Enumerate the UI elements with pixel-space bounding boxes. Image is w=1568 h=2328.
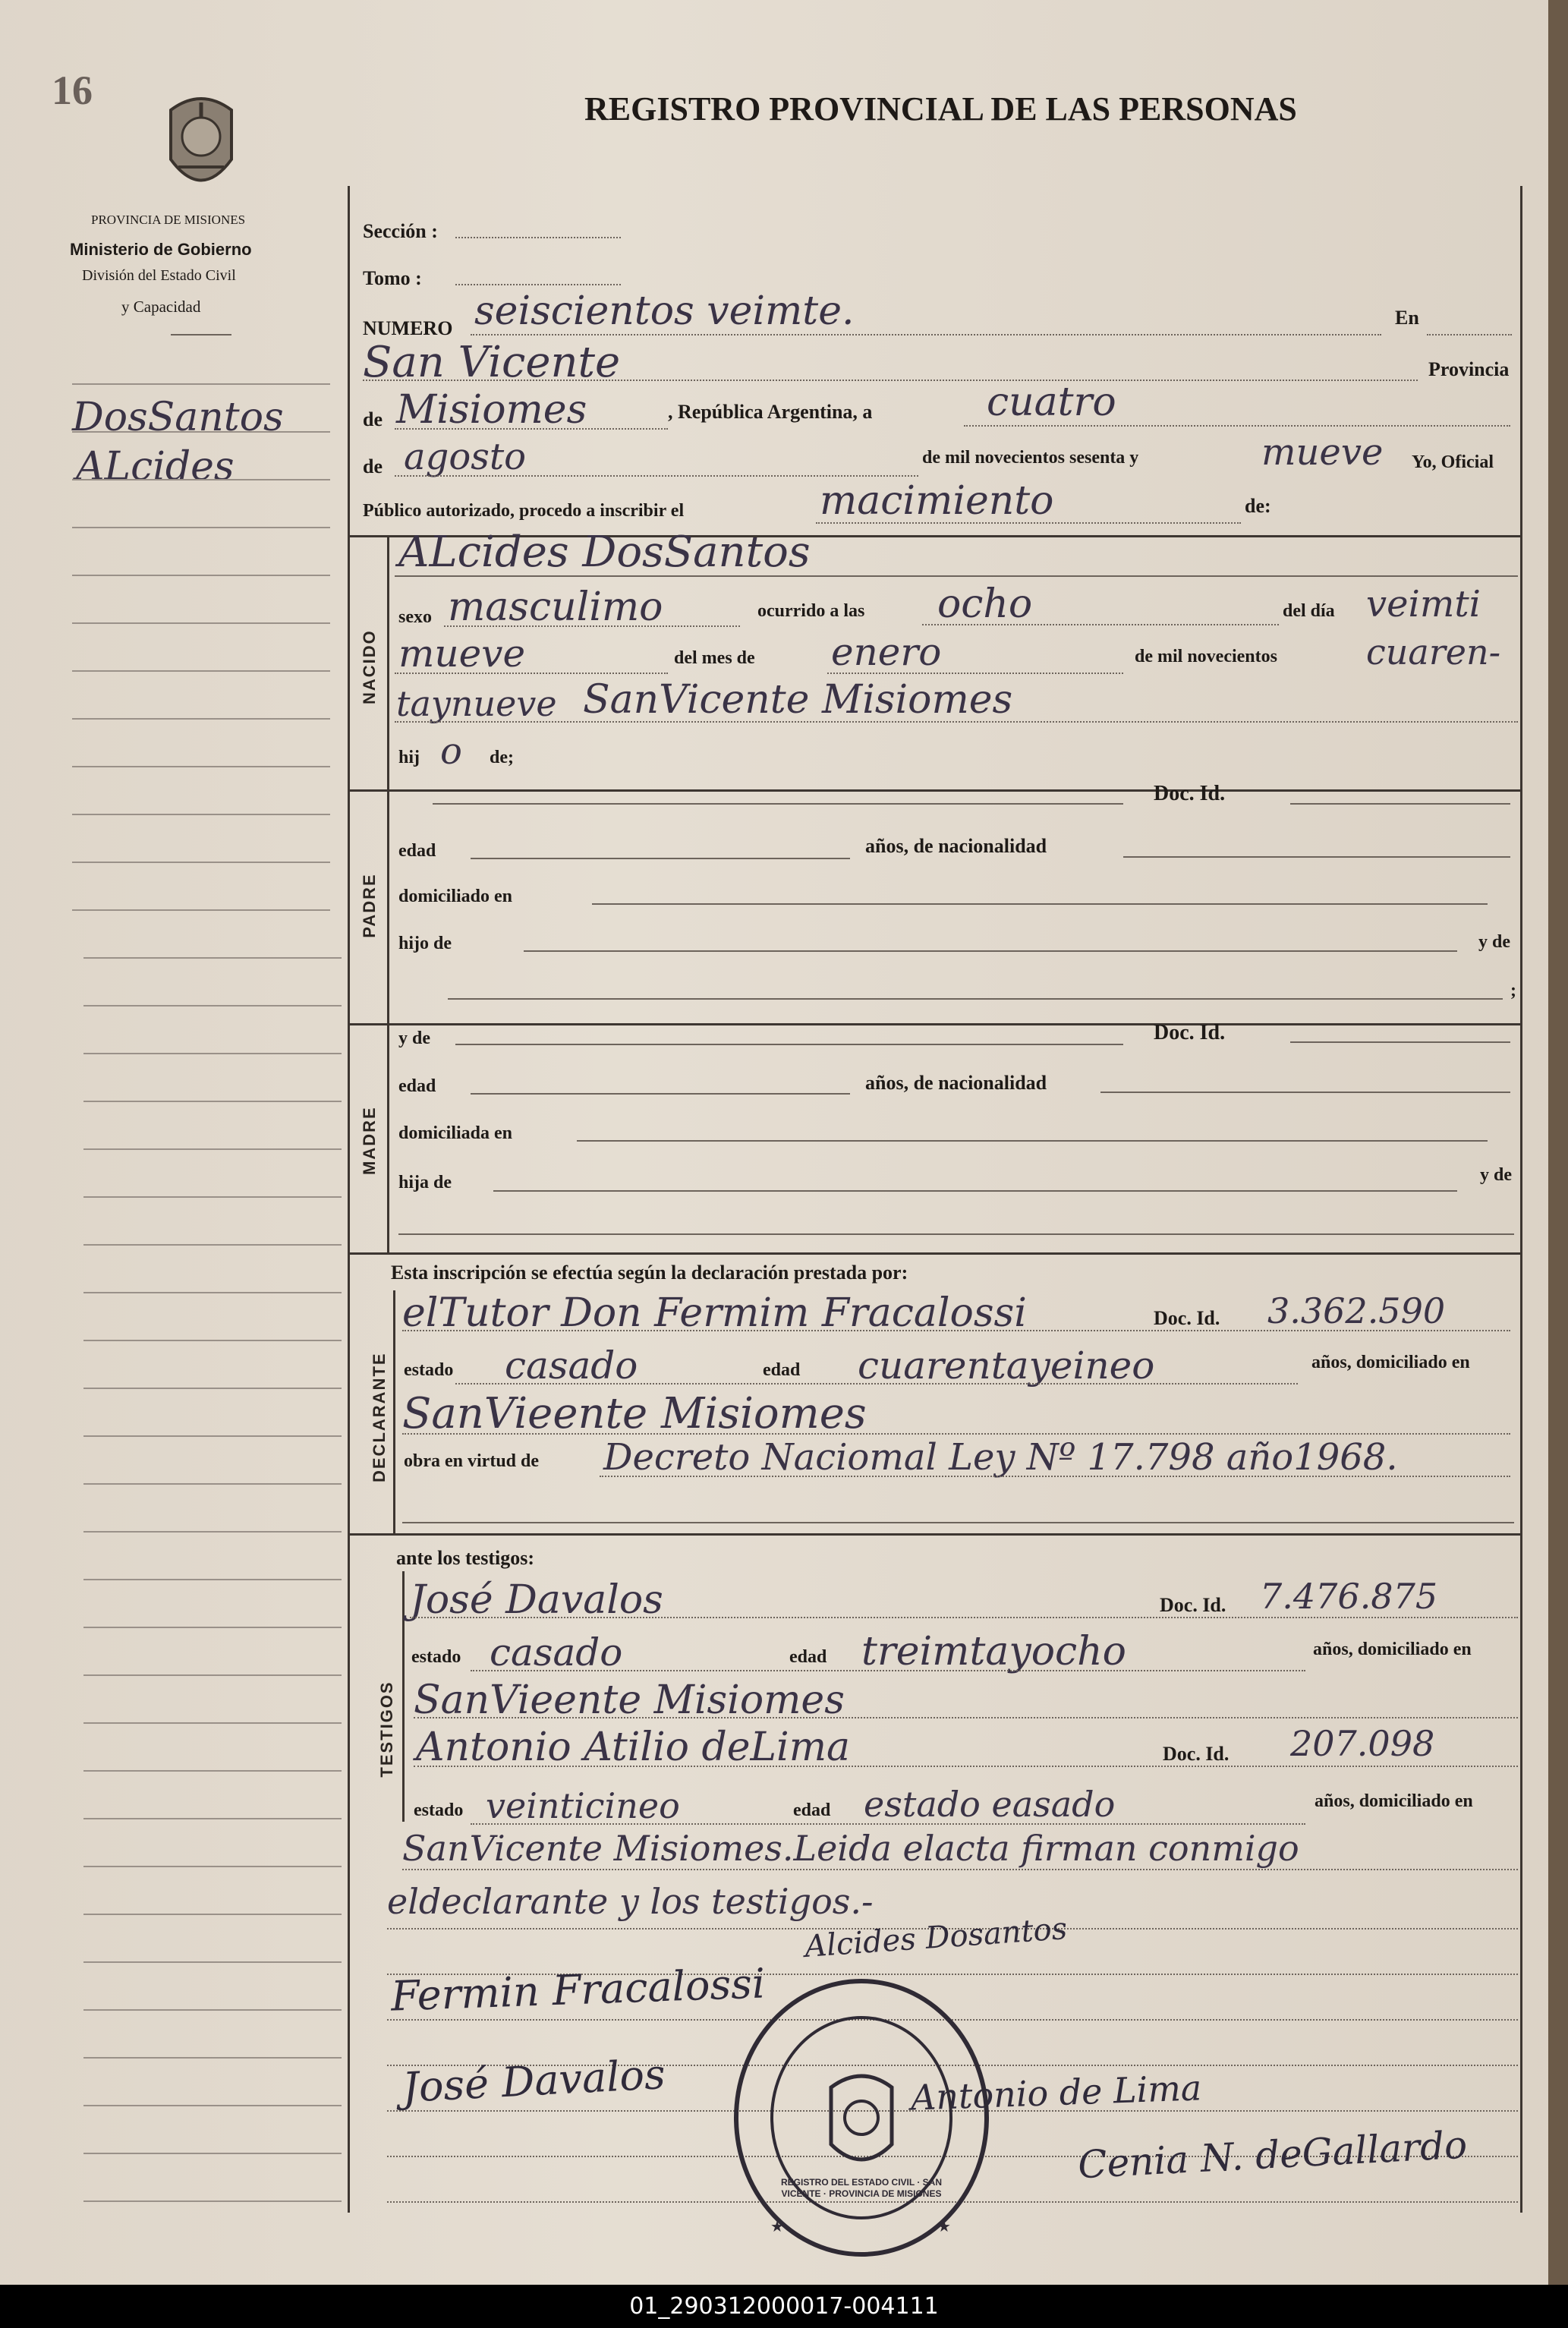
margin-rule (83, 1531, 342, 1533)
padre-cont-line (448, 998, 1503, 1000)
declarante-top-line (348, 1252, 1520, 1255)
signature-antonio: Antonio de Lima (910, 2067, 1203, 2119)
testigo1-name-line (410, 1617, 1518, 1618)
value-testigo1-estado: casado (490, 1630, 623, 1674)
label-provincia: Provincia (1428, 358, 1510, 380)
label-madre-hija: hija de (398, 1173, 452, 1192)
value-testigo2-estado: veinticineo (486, 1785, 680, 1826)
testigo2-estado-line (471, 1823, 1305, 1825)
margin-rule (72, 814, 330, 815)
value-declarante-doc: 3.362.590 (1267, 1290, 1446, 1331)
signature-fermin: Fermin Fracalossi (390, 1959, 767, 2021)
label-declarante-doc: Doc. Id. (1154, 1307, 1220, 1329)
value-testigo2-edad: estado easado (864, 1784, 1116, 1825)
value-obra: Decreto Naciomal Ley Nº 17.798 año1968. (603, 1436, 1398, 1479)
madre-cont-line (398, 1233, 1514, 1235)
margin-rule (83, 1914, 342, 1915)
agency-line-4: y Capacidad (121, 298, 201, 316)
label-testigo2-estado: estado (414, 1800, 464, 1820)
value-testigo1-domicilio: SanVieente Misiomes (414, 1677, 845, 1723)
value-declarante-nombre: elTutor Don Fermim Fracalossi (402, 1290, 1027, 1336)
value-anio-nac-2: taynueve (396, 683, 557, 724)
padre-edad-line (471, 858, 850, 859)
right-border (1520, 186, 1522, 2213)
value-numero: seiscientos veimte. (474, 288, 855, 334)
margin-rule (72, 670, 330, 672)
label-publico: Público autorizado, procedo a inscribir el (363, 501, 685, 521)
nombre-line (395, 575, 1518, 577)
margin-rule (83, 1818, 342, 1819)
lugar-nac-line (395, 721, 1518, 723)
value-mes: agosto (404, 436, 527, 478)
label-padre-nac: años, de nacionalidad (865, 835, 1047, 857)
declarante-name-line (402, 1330, 1510, 1331)
value-acto: macimiento (820, 478, 1054, 524)
margin-rule (83, 1770, 342, 1772)
margin-rule (83, 1435, 342, 1437)
dia-line (964, 425, 1510, 427)
label-nacido: NACIDO (360, 629, 379, 704)
label-testigo2-edad: edad (793, 1800, 831, 1820)
label-en: En (1395, 307, 1419, 329)
madre-edad-line (471, 1093, 850, 1095)
image-filename-bar: 01_290312000017-004111 (0, 2285, 1568, 2328)
padre-nac-line (1123, 856, 1510, 858)
declarante-estado-line (455, 1383, 1298, 1385)
value-anio: mueve (1261, 431, 1384, 474)
label-declarante-estado: estado (404, 1360, 454, 1380)
signature-oficial: Cenia N. deGallardo (1076, 2122, 1469, 2188)
label-ante: ante los testigos: (396, 1547, 534, 1569)
padre-domicilio-line (592, 903, 1488, 905)
margin-rule (72, 431, 330, 433)
agency-line-3: División del Estado Civil (82, 267, 236, 284)
padre-top-line (348, 789, 1520, 792)
agency-divider (171, 334, 231, 335)
declarante-bottom-line (402, 1522, 1514, 1523)
label-madre-nac: años, de nacionalidad (865, 1072, 1047, 1094)
declarante-inner-line (393, 1290, 395, 1533)
label-madre-yde2: y de (1480, 1165, 1512, 1185)
label-declarante-anos: años, domiciliado en (1311, 1353, 1470, 1372)
madre-top-line (348, 1023, 1520, 1025)
label-madre-doc: Doc. Id. (1154, 1021, 1226, 1044)
obra-line (600, 1476, 1510, 1477)
label-sexo: sexo (398, 607, 432, 627)
margin-rule (83, 2057, 342, 2059)
margin-rule (83, 1579, 342, 1580)
madre-name-line (455, 1044, 1123, 1045)
padre-doc-line (1290, 803, 1510, 805)
testigos-inner-line (402, 1571, 405, 1822)
margin-rule (83, 1244, 342, 1246)
value-testigo2-cont: eldeclarante y los testigos.- (387, 1881, 874, 1922)
value-declarante-domicilio: SanVieente Misiomes (402, 1389, 867, 1438)
hora-line (922, 624, 1279, 625)
label-numero: NUMERO (363, 317, 453, 339)
label-madre: MADRE (360, 1106, 379, 1175)
margin-rule (83, 1148, 342, 1150)
value-dia-nac-1: veimti (1366, 583, 1481, 625)
label-ocurrido: ocurrido a las (757, 601, 865, 621)
testigo2-domicilio-line (402, 1869, 1518, 1870)
acto-line (816, 522, 1241, 524)
value-testigo1-doc: 7.476.875 (1260, 1576, 1438, 1617)
lugar-line (363, 380, 1418, 381)
value-dia-nac-2: mueve (398, 632, 526, 676)
margin-rule (72, 766, 330, 767)
label-obra: obra en virtud de (404, 1451, 540, 1471)
margin-note-firstname: ALcides (76, 444, 235, 490)
label-padre-domicilio: domiciliado en (398, 887, 513, 906)
value-testigo2-domicilio: SanVicente Misiomes.Leida elacta firman conmigo (402, 1828, 1299, 1869)
coat-of-arms-icon (156, 87, 247, 201)
margin-rule (83, 1388, 342, 1389)
value-provincia: Misiomes (396, 387, 587, 433)
value-declarante-edad: cuarentayeineo (858, 1344, 1155, 1388)
agency-line-2: Ministerio de Gobierno (70, 240, 252, 259)
label-republica: , República Argentina, a (668, 401, 873, 423)
label-testigo1-estado: estado (411, 1647, 461, 1667)
madre-nac-line (1100, 1092, 1510, 1093)
signature-jose: José Davalos (401, 2049, 667, 2112)
value-hij: o (440, 730, 462, 773)
official-stamp-icon (725, 1974, 998, 2262)
label-testigos: TESTIGOS (377, 1681, 396, 1778)
label-declarante: DECLARANTE (370, 1352, 389, 1482)
margin-rule (83, 2153, 342, 2154)
value-anio-nac-1: cuaren- (1366, 632, 1501, 673)
label-padre-semicolon: ; (1510, 981, 1516, 1000)
margin-rule (83, 1340, 342, 1341)
nacido-inner-line (387, 535, 389, 789)
label-madre-yde: y de (398, 1029, 430, 1048)
margin-rule (83, 1101, 342, 1102)
label-de-semicolon: de; (490, 748, 514, 767)
label-de-mil-60: de mil novecientos sesenta y (922, 448, 1139, 468)
margin-rule (83, 1005, 342, 1006)
label-madre-edad: edad (398, 1076, 436, 1096)
svg-text:★: ★ (937, 2219, 951, 2235)
label-yo-oficial: Yo, Oficial (1412, 452, 1494, 472)
en-line (1427, 334, 1512, 335)
margin-rule (83, 1722, 342, 1724)
margin-rule (83, 1053, 342, 1054)
left-border (348, 186, 350, 2213)
margin-rule (83, 1292, 342, 1293)
margin-note-surname: DosSantos (72, 395, 284, 440)
testigo2-name-line (414, 1766, 1518, 1767)
value-hora: ocho (937, 581, 1033, 627)
label-padre-hijo: hijo de (398, 934, 452, 953)
declarante-domicilio-line (402, 1433, 1510, 1435)
label-hij: hij (398, 748, 420, 767)
value-lugar: San Vicente (363, 338, 621, 387)
value-nombre: ALcides DosSantos (398, 528, 811, 577)
label-padre-yde: y de (1478, 932, 1510, 952)
signature-alcides: Alcides Dosantos (803, 1911, 1069, 1965)
label-tomo: Tomo : (363, 267, 422, 289)
label-del-mes: del mes de (674, 648, 755, 668)
value-testigo1-nombre: José Davalos (410, 1577, 663, 1623)
margin-rule (83, 1961, 342, 1963)
sexo-line (444, 625, 740, 627)
mes-line (395, 475, 918, 477)
tomo-line (455, 284, 621, 285)
value-testigo1-edad: treimtayocho (861, 1629, 1126, 1674)
seccion-line (455, 237, 621, 238)
dia-nac-line (395, 673, 668, 674)
padre-inner-line (387, 789, 389, 1032)
label-testigo2-anos: años, domiciliado en (1315, 1791, 1473, 1811)
numero-line (471, 334, 1381, 335)
margin-rule (72, 479, 330, 480)
label-padre-edad: edad (398, 841, 436, 861)
label-declarante-edad: edad (763, 1360, 801, 1380)
label-de-mil: de mil novecientos (1135, 647, 1277, 666)
label-padre: PADRE (360, 873, 379, 938)
margin-rule (83, 2009, 342, 2011)
label-testigo2-doc: Doc. Id. (1163, 1743, 1230, 1765)
label-esta-inscripcion: Esta inscripción se efectúa según la declaración prestada por: (391, 1262, 908, 1284)
margin-rule (72, 862, 330, 863)
stamp-text: REGISTRO DEL ESTADO CIVIL · SAN VICENTE · PROVINCIA DE MISIONES (780, 2177, 943, 2199)
margin-rule (72, 909, 330, 911)
label-seccion: Sección : (363, 220, 438, 242)
provincia-line (395, 428, 668, 430)
label-de-colon: de: (1245, 495, 1271, 517)
label-de-provincia: de (363, 408, 383, 430)
margin-rule (83, 957, 342, 959)
value-sexo: masculimo (448, 584, 663, 630)
agency-line-1: PROVINCIA DE MISIONES (91, 213, 246, 227)
value-declarante-estado: casado (505, 1344, 638, 1388)
madre-domicilio-line (577, 1140, 1488, 1142)
value-testigo2-doc: 207.098 (1290, 1723, 1435, 1764)
margin-rule (83, 1674, 342, 1676)
binding-gutter (1548, 0, 1568, 2285)
margin-rule (83, 1627, 342, 1628)
margin-rule (83, 1196, 342, 1198)
page-number: 16 (52, 68, 93, 113)
margin-rule (83, 2105, 342, 2106)
testigo1-estado-line (471, 1670, 1305, 1671)
document-title: REGISTRO PROVINCIAL DE LAS PERSONAS (584, 90, 1297, 128)
testigo1-domicilio-line (414, 1717, 1518, 1718)
margin-rule (72, 383, 330, 385)
label-testigo1-anos: años, domiciliado en (1313, 1640, 1472, 1659)
label-padre-doc: Doc. Id. (1154, 782, 1226, 805)
testigos-top-line (348, 1533, 1520, 1536)
label-testigo1-edad: edad (789, 1647, 827, 1667)
margin-rule (83, 1483, 342, 1485)
value-testigo2-nombre: Antonio Atilio deLima (416, 1725, 850, 1770)
madre-hija-line (493, 1190, 1457, 1192)
padre-hijo-line (524, 950, 1457, 952)
madre-doc-line (1290, 1041, 1510, 1043)
label-de-mes: de (363, 455, 383, 477)
svg-text:★: ★ (770, 2219, 784, 2235)
label-del-dia: del día (1283, 601, 1335, 621)
padre-name-line (433, 803, 1123, 805)
madre-inner-line (387, 1023, 389, 1255)
value-lugar-nac: SanVicente Misiomes (583, 677, 1013, 723)
margin-rule (72, 622, 330, 624)
value-dia: cuatro (987, 380, 1116, 425)
margin-rule (83, 1866, 342, 1867)
margin-rule (72, 575, 330, 576)
margin-rule (83, 2200, 342, 2202)
margin-rule (72, 527, 330, 528)
label-testigo1-doc: Doc. Id. (1160, 1594, 1226, 1616)
label-madre-domicilio: domiciliada en (398, 1123, 513, 1143)
value-mes-nac: enero (831, 630, 942, 674)
margin-rule (72, 718, 330, 720)
mes-nac-line (827, 673, 1123, 674)
